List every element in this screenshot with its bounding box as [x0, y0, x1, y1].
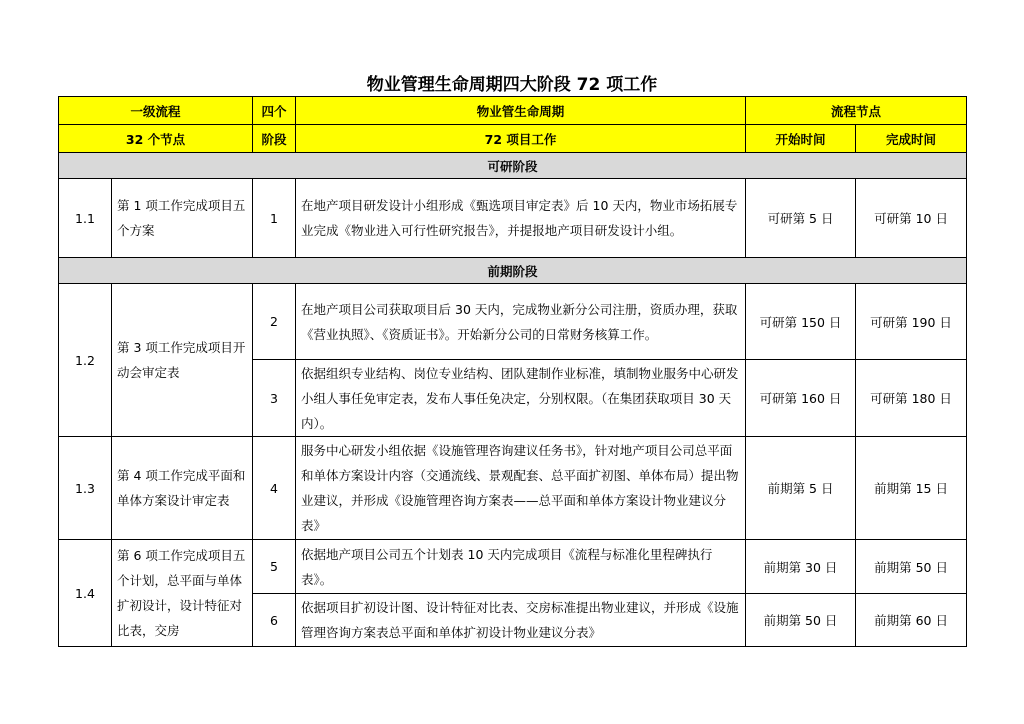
task-end: 可研第 10 日	[856, 179, 967, 258]
task-no: 4	[253, 437, 296, 540]
header-72-works: 72 项目工作	[296, 125, 746, 153]
process-name: 第 4 项工作完成平面和单体方案设计审定表	[112, 437, 253, 540]
task-start: 前期第 5 日	[746, 437, 856, 540]
task-start: 前期第 50 日	[746, 594, 856, 647]
task-no: 1	[253, 179, 296, 258]
task-no: 6	[253, 594, 296, 647]
phase-preliminary: 前期阶段	[59, 258, 967, 284]
page-title: 物业管理生命周期四大阶段 72 项工作	[366, 75, 658, 95]
task-end: 可研第 190 日	[856, 284, 967, 360]
header-level1-process: 一级流程	[59, 97, 253, 125]
phase-feasibility: 可研阶段	[59, 153, 967, 179]
task-desc: 在地产项目研发设计小组形成《甄选项目审定表》后 10 天内，物业市场拓展专业完成《物业进入可行性研究报告》，并提报地产项目研发设计小组。	[296, 179, 746, 258]
row-id: 1.4	[59, 540, 112, 647]
task-desc: 依据组织专业结构、岗位专业结构、团队建制作业标准，填制物业服务中心研发小组人事任免审定表，发布人事任免决定，分别权限。（在集团获取项目 30 天内）。	[296, 360, 746, 437]
task-no: 2	[253, 284, 296, 360]
header-process-nodes: 流程节点	[746, 97, 967, 125]
task-desc: 服务中心研发小组依据《设施管理咨询建议任务书》，针对地产项目公司总平面和单体方案设计内容（交通流线、景观配套、总平面扩初图、单体布局）提出物业建议，并形成《设施管理咨询方案表——总平面和单体方案设计物业建议分表》	[296, 437, 746, 540]
process-name: 第 6 项工作完成项目五个计划，总平面与单体扩初设计，设计特征对比表，交房	[112, 540, 253, 647]
header-lifecycle: 物业管生命周期	[296, 97, 746, 125]
task-end: 可研第 180 日	[856, 360, 967, 437]
task-end: 前期第 50 日	[856, 540, 967, 594]
row-id: 1.2	[59, 284, 112, 437]
header-start-time: 开始时间	[746, 125, 856, 153]
header-stage: 阶段	[253, 125, 296, 153]
process-name: 第 3 项工作完成项目开动会审定表	[112, 284, 253, 437]
work-table	[58, 96, 967, 647]
header-end-time: 完成时间	[856, 125, 967, 153]
process-name: 第 1 项工作完成项目五个方案	[112, 179, 253, 258]
header-32-nodes: 32 个节点	[59, 125, 253, 153]
task-desc: 在地产项目公司获取项目后 30 天内，完成物业新分公司注册，资质办理，获取《营业执照》、《资质证书》。开始新分公司的日常财务核算工作。	[296, 284, 746, 360]
row-id: 1.3	[59, 437, 112, 540]
row-id: 1.1	[59, 179, 112, 258]
task-no: 3	[253, 360, 296, 437]
task-end: 前期第 15 日	[856, 437, 967, 540]
task-start: 可研第 160 日	[746, 360, 856, 437]
header-four-stages: 四个	[253, 97, 296, 125]
task-start: 前期第 30 日	[746, 540, 856, 594]
task-start: 可研第 150 日	[746, 284, 856, 360]
task-start: 可研第 5 日	[746, 179, 856, 258]
task-desc: 依据项目扩初设计图、设计特征对比表、交房标准提出物业建议，并形成《设施管理咨询方案表总平面和单体扩初设计物业建议分表》	[296, 594, 746, 647]
task-end: 前期第 60 日	[856, 594, 967, 647]
task-no: 5	[253, 540, 296, 594]
task-desc: 依据地产项目公司五个计划表 10 天内完成项目《流程与标准化里程碑执行表》。	[296, 540, 746, 594]
